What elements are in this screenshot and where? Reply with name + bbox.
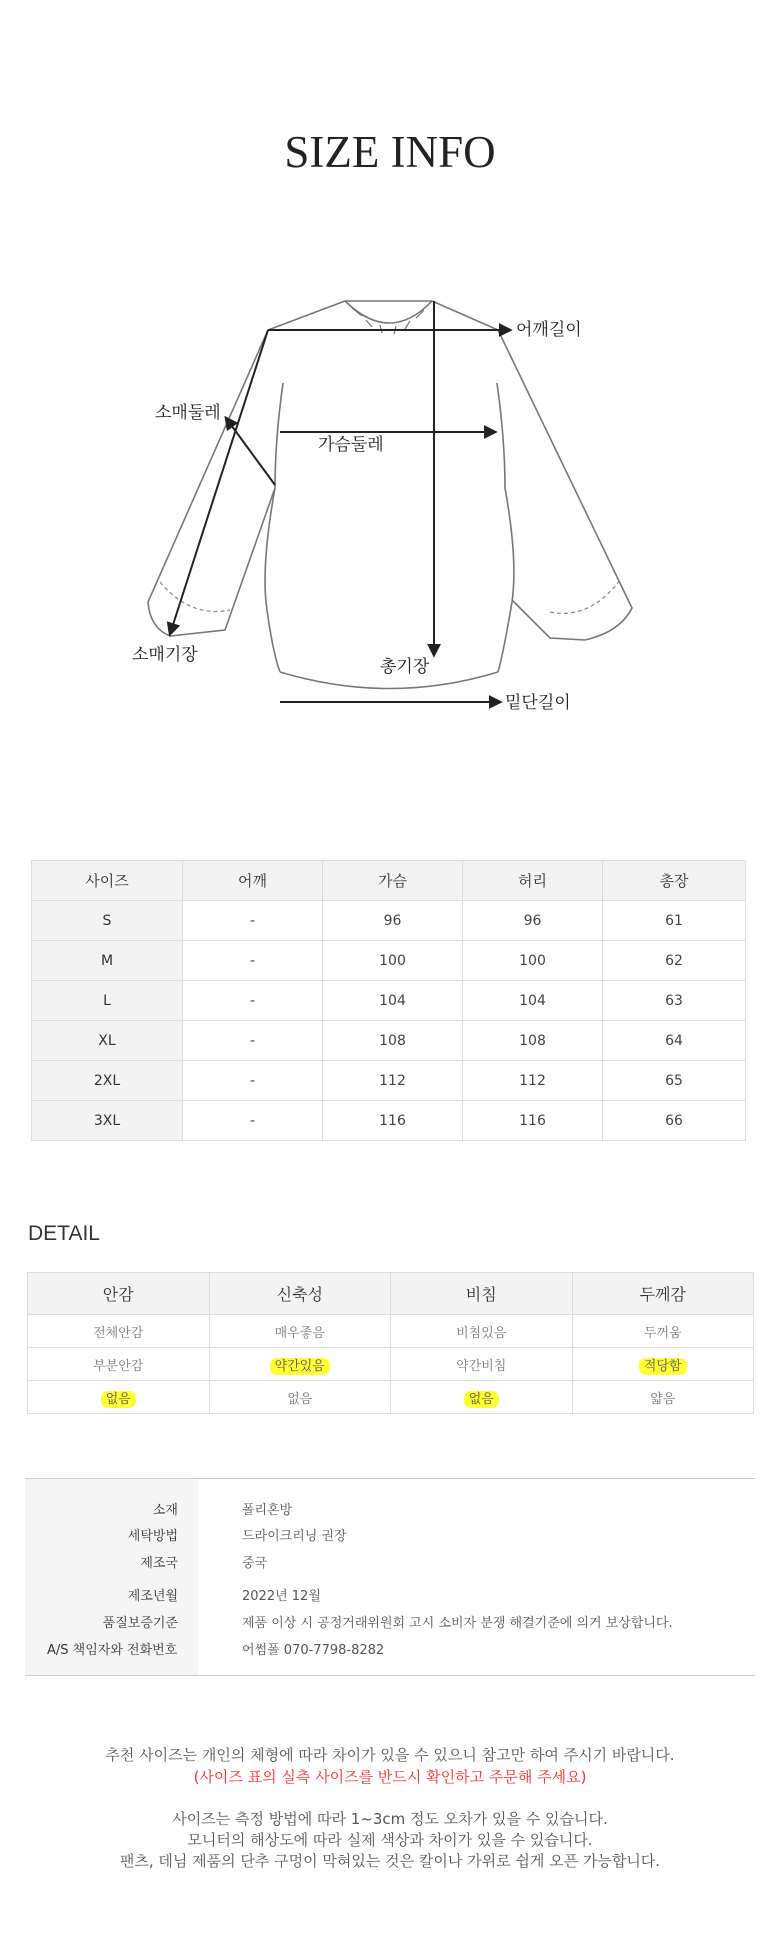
size-table-header xyxy=(32,861,746,901)
col-lining: 안감 xyxy=(28,1273,210,1315)
right-cuff-seam xyxy=(550,580,620,613)
info-row-washing xyxy=(25,1525,755,1547)
length-cell: 65 xyxy=(603,1061,746,1101)
size-table xyxy=(31,860,746,1141)
table-row xyxy=(32,1021,746,1061)
detail-option-selected: 없음 xyxy=(101,1391,136,1408)
size-cell: L xyxy=(32,981,183,1021)
shoulder-cell: - xyxy=(183,1061,323,1101)
detail-option-text: 전체안감 xyxy=(93,1325,144,1341)
size-cell: 2XL xyxy=(32,1061,183,1101)
detail-option-text: 매우좋음 xyxy=(274,1325,325,1341)
table-row xyxy=(28,1315,754,1348)
detail-option xyxy=(391,1348,573,1381)
waist-cell: 96 xyxy=(463,901,603,941)
info-row-date xyxy=(25,1585,755,1607)
info-label: 소재 xyxy=(152,1503,178,1518)
label-shoulder: 어깨길이 xyxy=(516,320,582,340)
waist-cell: 108 xyxy=(463,1021,603,1061)
notice-line-4: 모니터의 해상도에 따라 실제 색상과 차이가 있을 수 있습니다. xyxy=(187,1831,593,1849)
label-chest-round: 가슴둘레 xyxy=(318,435,384,455)
detail-title: DETAIL xyxy=(28,1222,100,1245)
info-value: 어썸폴 070-7798-8282 xyxy=(242,1643,385,1658)
detail-option-selected: 없음 xyxy=(464,1391,499,1408)
info-value: 드라이크리닝 권장 xyxy=(242,1529,347,1544)
size-cell: M xyxy=(32,941,183,981)
info-value: 제품 이상 시 공정거래위원회 고시 소비자 분쟁 해결기준에 의거 보상합니다. xyxy=(242,1616,673,1631)
waist-cell: 112 xyxy=(463,1061,603,1101)
page-title: SIZE INFO xyxy=(284,127,496,177)
size-cell: S xyxy=(32,901,183,941)
chest-cell: 104 xyxy=(323,981,463,1021)
table-row xyxy=(32,941,746,981)
detail-option-text: 얇음 xyxy=(650,1391,676,1407)
shoulder-cell: - xyxy=(183,941,323,981)
length-cell: 63 xyxy=(603,981,746,1021)
length-cell: 66 xyxy=(603,1101,746,1141)
col-thickness: 두께감 xyxy=(572,1273,754,1315)
detail-option xyxy=(209,1348,391,1381)
shoulder-cell: - xyxy=(183,1101,323,1141)
info-value: 중국 xyxy=(242,1556,268,1571)
col-chest: 가슴 xyxy=(323,861,463,901)
length-cell: 61 xyxy=(603,901,746,941)
length-cell: 64 xyxy=(603,1021,746,1061)
info-label: 품질보증기준 xyxy=(102,1616,178,1631)
chest-cell: 96 xyxy=(323,901,463,941)
detail-header xyxy=(28,1273,754,1315)
sleeve-round-arrow xyxy=(226,418,275,485)
table-row xyxy=(32,981,746,1021)
info-label: 세탁방법 xyxy=(127,1529,178,1544)
label-total-length: 총기장 xyxy=(380,657,430,677)
label-sleeve-round: 소매둘레 xyxy=(155,403,221,423)
detail-option xyxy=(391,1381,573,1414)
label-sleeve-length: 소매기장 xyxy=(132,645,198,665)
length-cell: 62 xyxy=(603,941,746,981)
chest-cell: 112 xyxy=(323,1061,463,1101)
chest-cell: 100 xyxy=(323,941,463,981)
detail-option-text: 부분안감 xyxy=(93,1358,144,1374)
sleeve-length-arrow xyxy=(170,330,268,634)
detail-option-selected: 약간있음 xyxy=(270,1358,330,1375)
shoulder-cell: - xyxy=(183,1021,323,1061)
col-shoulder: 어깨 xyxy=(183,861,323,901)
shoulder-cell: - xyxy=(183,981,323,1021)
notice-line-2: (사이즈 표의 실측 사이즈를 반드시 확인하고 주문해 주세요) xyxy=(193,1768,587,1786)
detail-option xyxy=(572,1381,754,1414)
detail-table xyxy=(27,1272,754,1414)
notice-line-1: 추천 사이즈는 개인의 체형에 따라 차이가 있을 수 있으니 참고만 하여 주시기 바랍니다. xyxy=(105,1746,675,1764)
detail-option-text: 비침있음 xyxy=(456,1325,507,1341)
info-value: 2022년 12월 xyxy=(242,1589,321,1604)
left-cuff-seam xyxy=(160,582,230,611)
detail-option-text: 두꺼움 xyxy=(643,1325,682,1341)
table-row xyxy=(28,1348,754,1381)
waist-cell: 104 xyxy=(463,981,603,1021)
detail-option xyxy=(28,1381,210,1414)
info-row-as-contact xyxy=(25,1639,755,1661)
notice-line-3: 사이즈는 측정 방법에 따라 1~3cm 정도 오차가 있을 수 있습니다. xyxy=(172,1810,608,1828)
info-value: 폴리혼방 xyxy=(242,1503,293,1518)
info-label: 제조년월 xyxy=(127,1589,178,1604)
info-row-material xyxy=(25,1499,755,1521)
label-hem-length: 밑단길이 xyxy=(505,693,571,713)
table-row xyxy=(32,901,746,941)
col-sheer: 비침 xyxy=(391,1273,573,1315)
detail-option xyxy=(572,1315,754,1348)
col-length: 총장 xyxy=(603,861,746,901)
detail-option-selected: 적당함 xyxy=(639,1358,687,1375)
col-size: 사이즈 xyxy=(32,861,183,901)
detail-option xyxy=(572,1348,754,1381)
info-label: 제조국 xyxy=(140,1556,178,1571)
info-row-warranty xyxy=(25,1612,755,1634)
table-row xyxy=(32,1101,746,1141)
detail-option-text: 약간비침 xyxy=(456,1358,507,1374)
col-waist: 허리 xyxy=(463,861,603,901)
size-cell: 3XL xyxy=(32,1101,183,1141)
shoulder-cell: - xyxy=(183,901,323,941)
chest-cell: 116 xyxy=(323,1101,463,1141)
col-stretch: 신축성 xyxy=(209,1273,391,1315)
garment-outline xyxy=(148,301,632,689)
chest-cell: 108 xyxy=(323,1021,463,1061)
product-info xyxy=(25,1478,755,1676)
detail-option xyxy=(28,1315,210,1348)
detail-option xyxy=(28,1348,210,1381)
table-row xyxy=(28,1381,754,1414)
detail-option-text: 없음 xyxy=(287,1391,313,1407)
waist-cell: 100 xyxy=(463,941,603,981)
waist-cell: 116 xyxy=(463,1101,603,1141)
garment-diagram xyxy=(0,270,780,730)
notice-line-5: 팬츠, 데님 제품의 단추 구멍이 막혀있는 것은 칼이나 가위로 쉽게 오픈 가능합니다. xyxy=(119,1852,661,1870)
info-row-country xyxy=(25,1552,755,1574)
table-row xyxy=(32,1061,746,1101)
size-cell: XL xyxy=(32,1021,183,1061)
detail-option xyxy=(209,1381,391,1414)
info-label: A/S 책임자와 전화번호 xyxy=(47,1643,178,1658)
detail-option xyxy=(209,1315,391,1348)
detail-option xyxy=(391,1315,573,1348)
